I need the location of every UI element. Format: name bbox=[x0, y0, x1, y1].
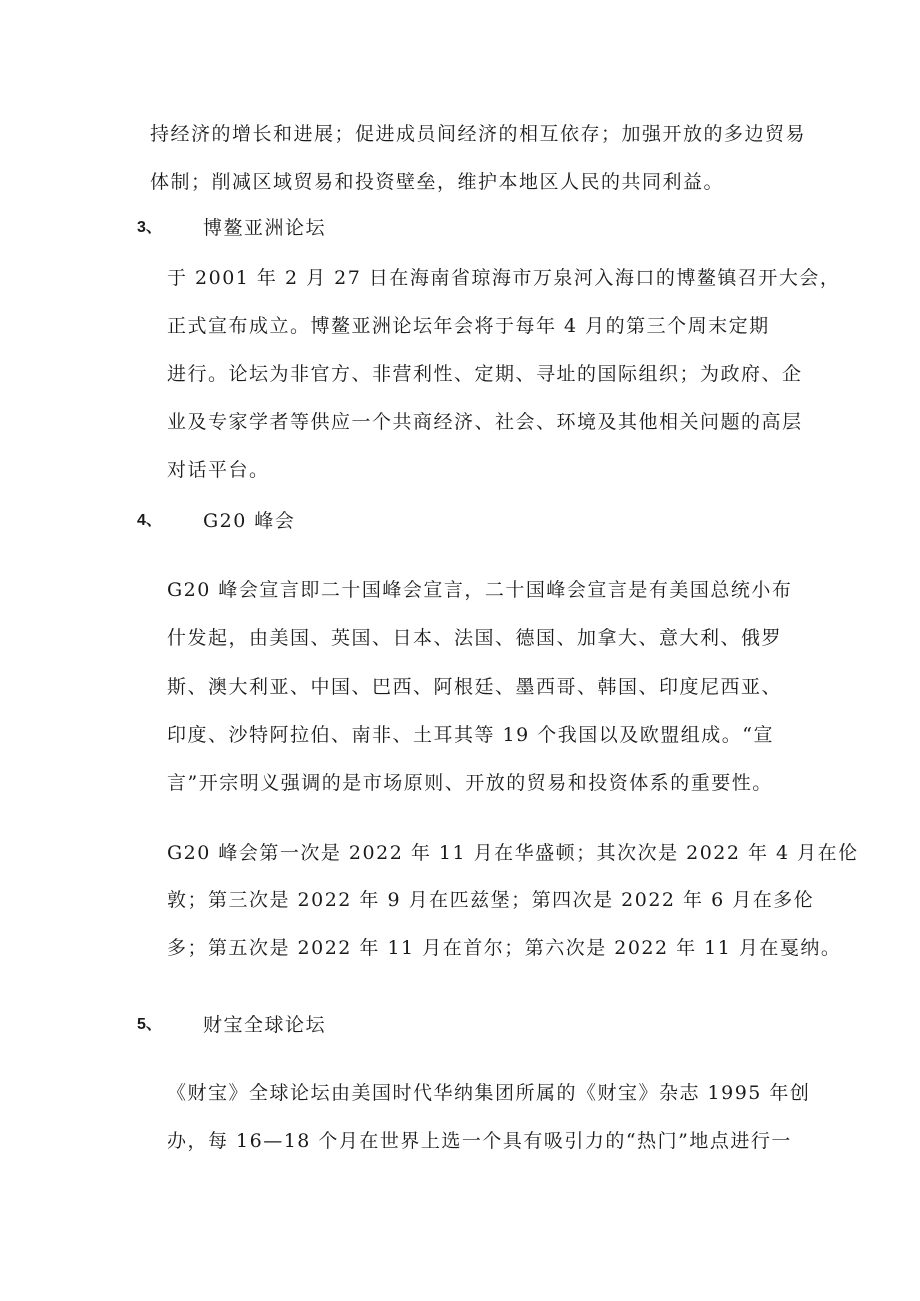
section-5-line: 《财宝》全球论坛由美国时代华纳集团所属的《财宝》杂志 1995 年创 bbox=[167, 1082, 811, 1104]
section-3-line: 进行。论坛为非官方、非营利性、定期、寻址的国际组织；为政府、企 bbox=[167, 363, 803, 385]
section-4-para2-line: 多；第五次是 2022 年 11 月在首尔；第六次是 2022 年 11 月在戛纳。 bbox=[167, 937, 842, 959]
section-3-line: 对话平台。 bbox=[167, 459, 270, 481]
section-3-line: 正式宣布成立。博鳌亚洲论坛年会将于每年 4 月的第三个周末定期 bbox=[167, 315, 770, 337]
section-3-title: 博鳌亚洲论坛 bbox=[203, 217, 327, 239]
intro-line: 体制；削减区域贸易和投资壁垒，维护本地区人民的共同利益。 bbox=[150, 171, 725, 193]
section-5-title: 财宝全球论坛 bbox=[203, 1014, 327, 1036]
section-4-para2-line: G20 峰会第一次是 2022 年 11 月在华盛顿；其次次是 2022 年 4 月在伦 bbox=[167, 842, 859, 864]
section-4-para2-line: 敦；第三次是 2022 年 9 月在匹兹堡；第四次是 2022 年 6 月在多伦 bbox=[167, 889, 815, 911]
section-4-para1-line: 印度、沙特阿拉伯、南非、土耳其等 19 个我国以及欧盟组成。“宣 bbox=[167, 724, 774, 746]
section-5-number: 5、 bbox=[137, 1016, 162, 1033]
intro-line: 持经济的增长和进展；促进成员间经济的相互依存；加强开放的多边贸易 bbox=[150, 123, 807, 145]
section-4-para1-line: G20 峰会宣言即二十国峰会宣言，二十国峰会宣言是有美国总统小布 bbox=[167, 579, 793, 601]
section-4-number: 4、 bbox=[137, 512, 162, 529]
section-3-line: 业及专家学者等供应一个共商经济、社会、环境及其他相关问题的高层 bbox=[167, 411, 803, 433]
section-3-number: 3、 bbox=[137, 219, 162, 236]
section-5-line: 办，每 16—18 个月在世界上选一个具有吸引力的“热门”地点进行一 bbox=[167, 1130, 792, 1152]
section-4-para1-line: 斯、澳大利亚、中国、巴西、阿根廷、墨西哥、韩国、印度尼西亚、 bbox=[167, 676, 783, 698]
section-4-title: G20 峰会 bbox=[203, 510, 296, 532]
section-4-para1-line: 什发起，由美国、英国、日本、法国、德国、加拿大、意大利、俄罗 bbox=[167, 627, 783, 649]
section-4-para1-line: 言”开宗明义强调的是市场原则、开放的贸易和投资体系的重要性。 bbox=[167, 772, 773, 794]
section-3-line: 于 2001 年 2 月 27 日在海南省琼海市万泉河入海口的博鳌镇召开大会， bbox=[167, 267, 841, 289]
